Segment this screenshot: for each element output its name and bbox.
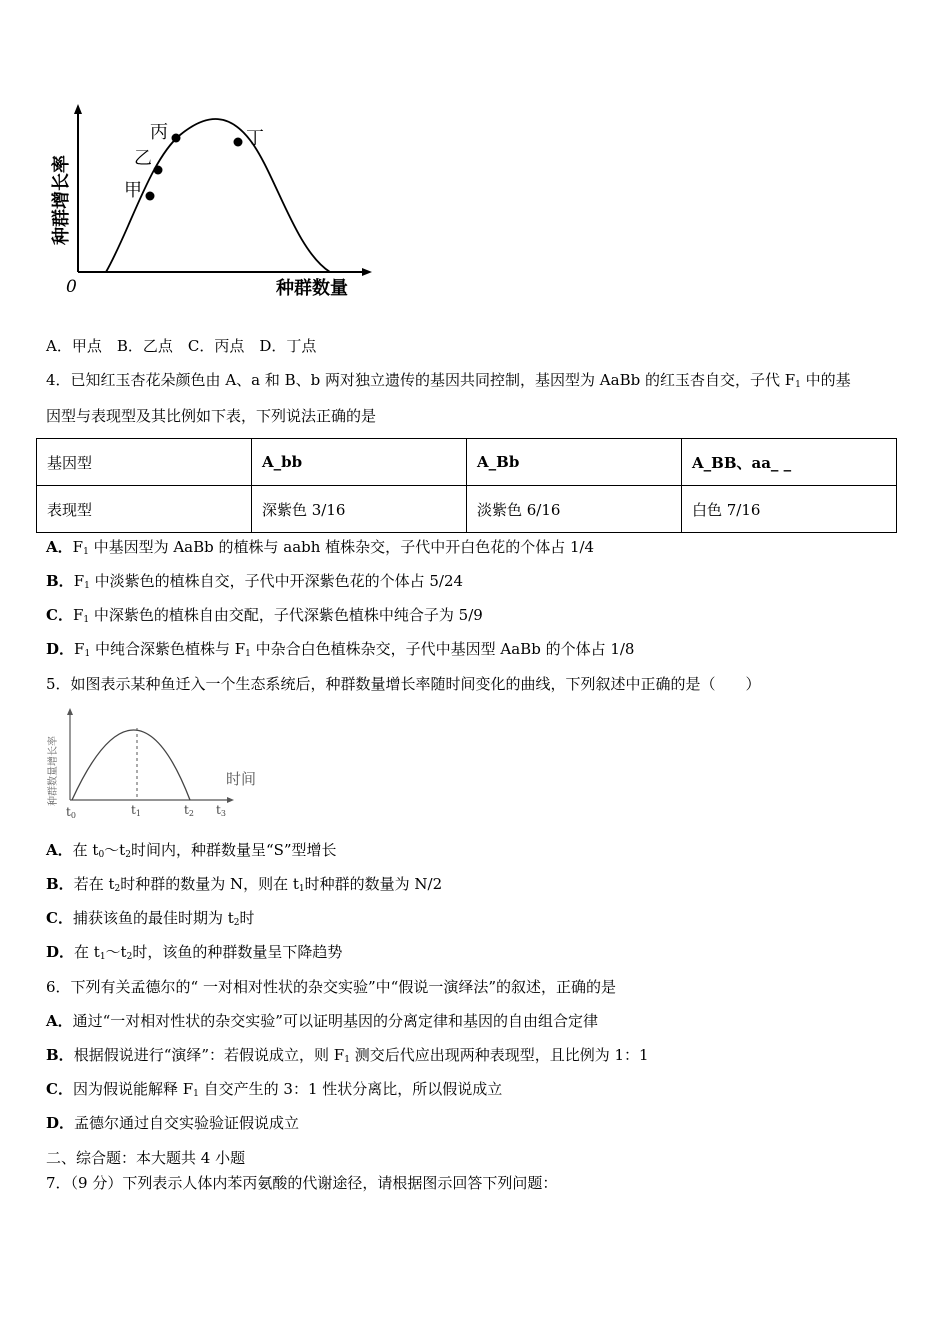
label-bing: 丙 bbox=[150, 122, 168, 143]
table-cell: A_Bb bbox=[467, 439, 682, 486]
table-cell: 白色 7/16 bbox=[682, 486, 897, 533]
q3-options: A．甲点 B．乙点 C．丙点 D．丁点 bbox=[46, 337, 317, 355]
q4-option-c: C．$F_1$ 中深紫色的植株自由交配，子代深紫色植株中纯合子为 5/9 bbox=[46, 606, 483, 625]
point-bing bbox=[172, 134, 181, 143]
tick-t2: t2 bbox=[184, 803, 194, 818]
q4-stem-line1: 4．已知红玉杏花朵颜色由 A、a 和 B、b 两对独立遗传的基因共同控制，基因型为 AaBb 的红玉杏自交，子代 $F_1$ 中的基 bbox=[46, 371, 851, 390]
q4-option-b: B．$F_1$ 中淡紫色的植株自交，子代中开深紫色花的个体占 5/24 bbox=[46, 572, 464, 591]
population-growth-rate-figure bbox=[40, 100, 380, 310]
x-axis-arrow bbox=[362, 268, 372, 276]
y-axis-arrow bbox=[74, 104, 82, 114]
y-axis-label: 种群数量增长率 bbox=[48, 736, 59, 806]
label-yi: 乙 bbox=[134, 148, 152, 169]
tick-t0: t0 bbox=[66, 805, 76, 820]
q5-stem: 5．如图表示某种鱼迁入一个生态系统后，种群数量增长率随时间变化的曲线，下列叙述中正确的是（ ） bbox=[46, 675, 761, 693]
q5-option-b: B．若在 $t_2$时种群的数量为 N，则在 $t_1$时种群的数量为 N/2 bbox=[46, 875, 443, 894]
section-heading: 二、综合题：本大题共 4 小题 bbox=[46, 1149, 246, 1167]
q6-option-c: C．因为假说能解释 $F_1$ 自交产生的 3：1 性状分离比，所以假说成立 bbox=[46, 1080, 503, 1099]
q4-option-d: D．$F_1$ 中纯合深紫色植株与 $F_1$ 中杂合白色植株杂交，子代中基因型 AaBb 的个体占 1/8 bbox=[46, 640, 635, 659]
q4-option-a: A．$F_1$ 中基因型为 AaBb 的植株与 aabh 植株杂交，子代中开白色花的个体占 1/4 bbox=[46, 538, 595, 557]
table-cell: 深紫色 3/16 bbox=[252, 486, 467, 533]
table-cell: A_BB、aa_ _ bbox=[682, 439, 897, 486]
table-row bbox=[37, 439, 897, 486]
x-axis-label: 种群数量 bbox=[276, 278, 348, 299]
y-axis-arrow bbox=[67, 708, 73, 715]
table-cell: 基因型 bbox=[37, 439, 252, 486]
growth-rate-curve bbox=[72, 730, 190, 800]
table-cell: 淡紫色 6/16 bbox=[467, 486, 682, 533]
y-axis-label: 种群增长率 bbox=[51, 155, 72, 245]
q7-stem: 7．（9 分）下列表示人体内苯丙氨酸的代谢途径，请根据图示回答下列问题： bbox=[46, 1174, 558, 1192]
table-cell: A_bb bbox=[252, 439, 467, 486]
q4-stem-line2: 因型与表现型及其比例如下表，下列说法正确的是 bbox=[46, 407, 377, 425]
x-axis-arrow bbox=[227, 797, 234, 803]
q6-option-a: A．通过“一对相对性状的杂交实验”可以证明基因的分离定律和基因的自由组合定律 bbox=[46, 1012, 598, 1030]
q5-option-a: A．在 $t_0\sim t_2$时间内，种群数量呈“S”型增长 bbox=[46, 841, 337, 860]
q6-stem: 6．下列有关孟德尔的“ 一对相对性状的杂交实验”中“假说一演绎法”的叙述，正确的是 bbox=[46, 978, 616, 996]
label-ding: 丁 bbox=[246, 128, 264, 149]
q6-option-d: D．孟德尔通过自交实验验证假说成立 bbox=[46, 1114, 300, 1132]
q6-option-b: B．根据假说进行“演绎”：若假说成立，则 $F_1$ 测交后代应出现两种表现型，且比例为 1：1 bbox=[46, 1046, 649, 1065]
x-axis-label: 时间 bbox=[226, 770, 257, 788]
tick-t3: t3 bbox=[216, 803, 226, 818]
origin-label: 0 bbox=[66, 277, 77, 297]
table-cell: 表现型 bbox=[37, 486, 252, 533]
point-ding bbox=[234, 138, 243, 147]
table-row bbox=[37, 486, 897, 533]
label-jia: 甲 bbox=[124, 180, 142, 201]
q5-option-d: D．在 $t_1\sim t_2$时，该鱼的种群数量呈下降趋势 bbox=[46, 943, 343, 962]
genotype-phenotype-table bbox=[36, 438, 897, 533]
q5-option-c: C．捕获该鱼的最佳时期为 $t_2$时 bbox=[46, 909, 255, 928]
point-jia bbox=[146, 192, 155, 201]
fish-growth-rate-figure bbox=[40, 706, 280, 820]
point-yi bbox=[154, 166, 163, 175]
tick-t1: t1 bbox=[131, 803, 141, 818]
